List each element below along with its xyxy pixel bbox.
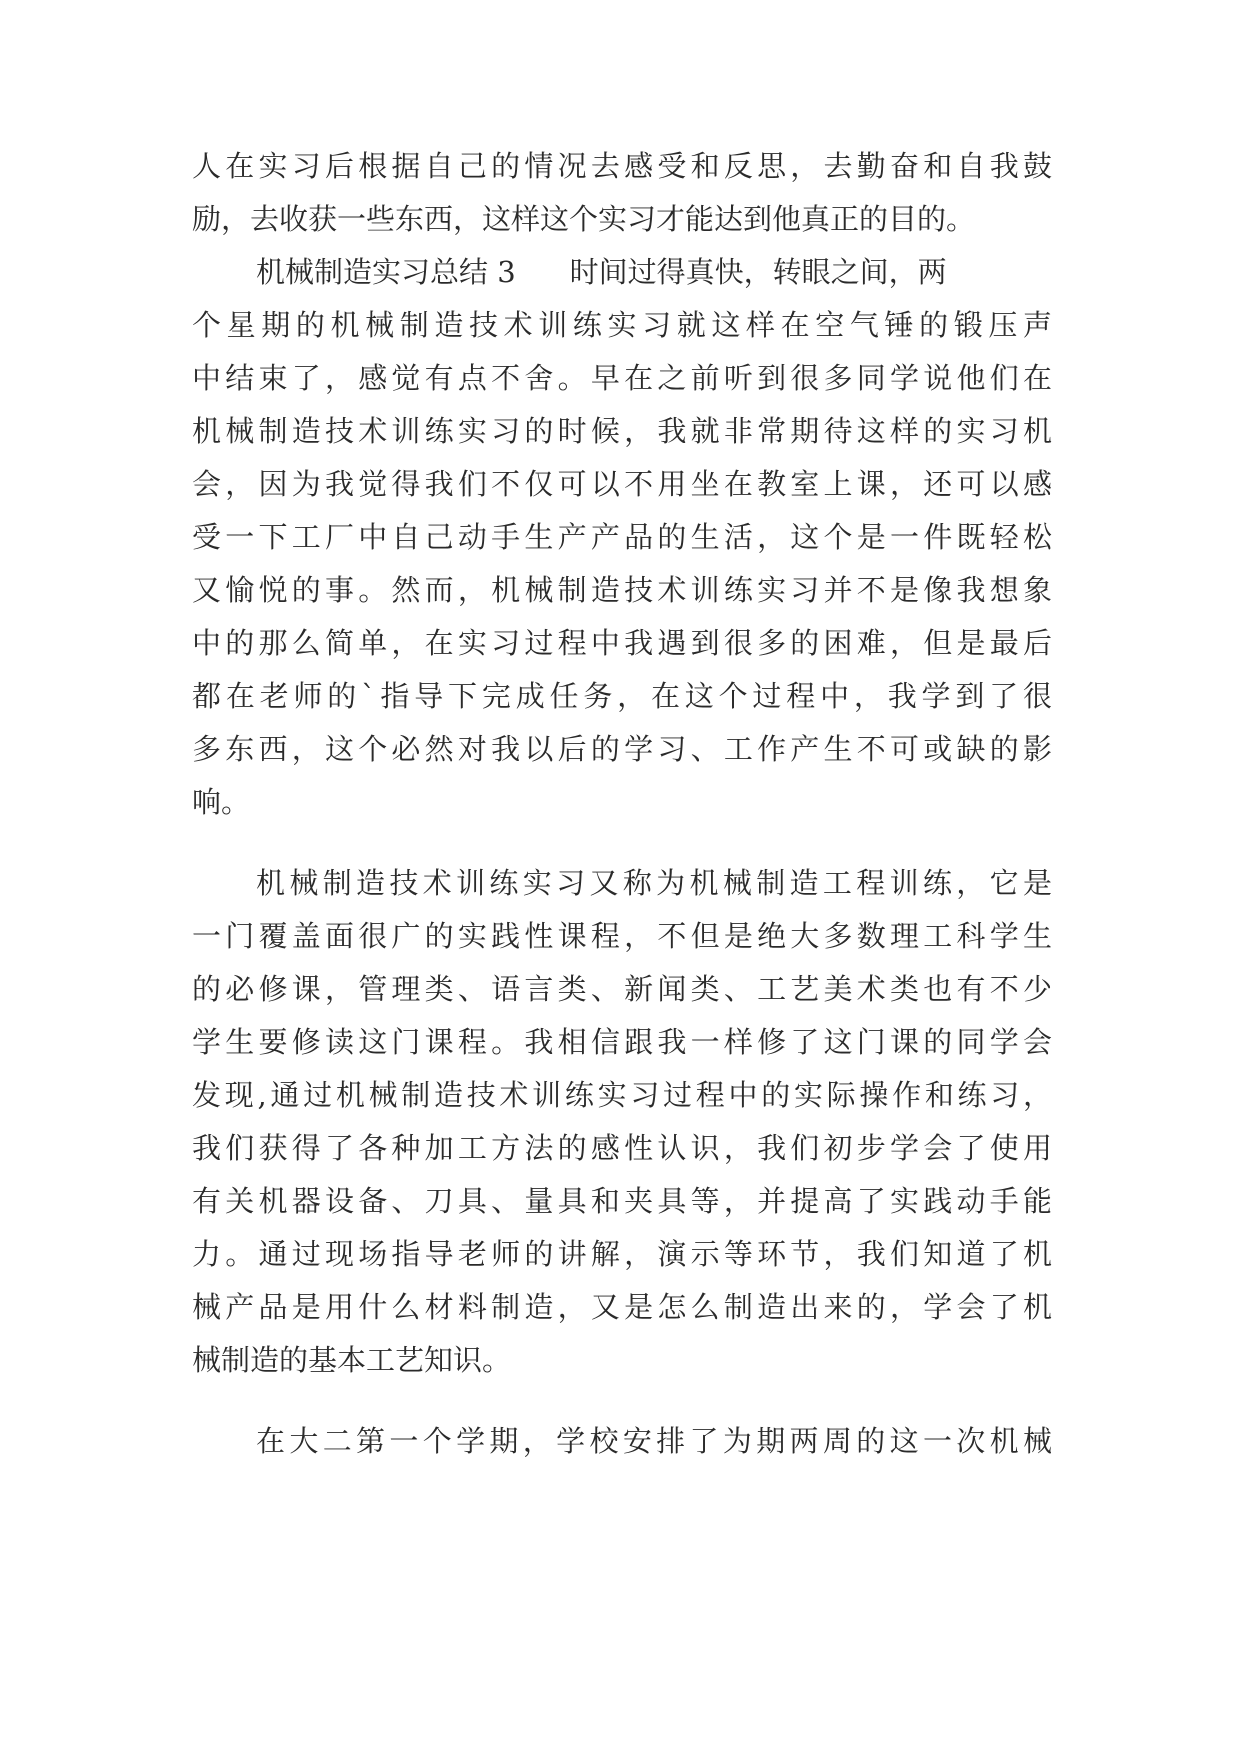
text-line: 力。通过现场指导老师的讲解，演示等环节，我们知道了机	[192, 1237, 1052, 1271]
text-line: 有关机器设备、刀具、量具和夹具等，并提高了实践动手能	[192, 1184, 1052, 1218]
text-line: 会，因为我觉得我们不仅可以不用坐在教室上课，还可以感	[192, 467, 1052, 501]
text-line: 一门覆盖面很广的实践性课程，不但是绝大多数理工科学生	[192, 919, 1052, 953]
section-heading: 机械制造实习总结 3	[256, 255, 516, 289]
text-line: 人在实习后根据自己的情况去感受和反思，去勤奋和自我鼓	[192, 149, 1052, 183]
text-line: 我们获得了各种加工方法的感性认识，我们初步学会了使用	[192, 1131, 1052, 1165]
text-line: 学生要修读这门课程。我相信跟我一样修了这门课的同学会	[192, 1025, 1052, 1059]
text-line: 中的那么简单，在实习过程中我遇到很多的困难，但是最后	[192, 626, 1052, 660]
paragraph-first-line: 在大二第一个学期，学校安排了为期两周的这一次机械	[256, 1424, 1052, 1458]
text-line: 励，去收获一些东西，这样这个实习才能达到他真正的目的。	[192, 202, 976, 236]
paragraph-first-line: 机械制造技术训练实习又称为机械制造工程训练，它是	[256, 866, 1052, 900]
section-heading-line	[256, 252, 1052, 292]
text-line: 的必修课，管理类、语言类、新闻类、工艺美术类也有不少	[192, 972, 1052, 1006]
text-line: 发现,通过机械制造技术训练实习过程中的实际操作和练习，	[192, 1078, 1052, 1112]
text-line: 械产品是用什么材料制造，又是怎么制造出来的，学会了机	[192, 1290, 1052, 1324]
text-line: 中结束了，感觉有点不舍。早在之前听到很多同学说他们在	[192, 361, 1052, 395]
text-line: 机械制造技术训练实习的时候，我就非常期待这样的实习机	[192, 414, 1052, 448]
text-line: 受一下工厂中自己动手生产产品的生活，这个是一件既轻松	[192, 520, 1052, 554]
text-line: 都在老师的`指导下完成任务，在这个过程中，我学到了很	[192, 679, 1052, 713]
text-line: 响。	[192, 785, 251, 819]
text-line: 多东西，这个必然对我以后的学习、工作产生不可或缺的影	[192, 732, 1052, 766]
text-line: 械制造的基本工艺知识。	[192, 1343, 512, 1377]
text-line: 又愉悦的事。然而，机械制造技术训练实习并不是像我想象	[192, 573, 1052, 607]
text-line: 个星期的机械制造技术训练实习就这样在空气锤的锻压声	[192, 308, 1052, 342]
text-line: 时间过得真快，转眼之间，两	[569, 255, 947, 289]
